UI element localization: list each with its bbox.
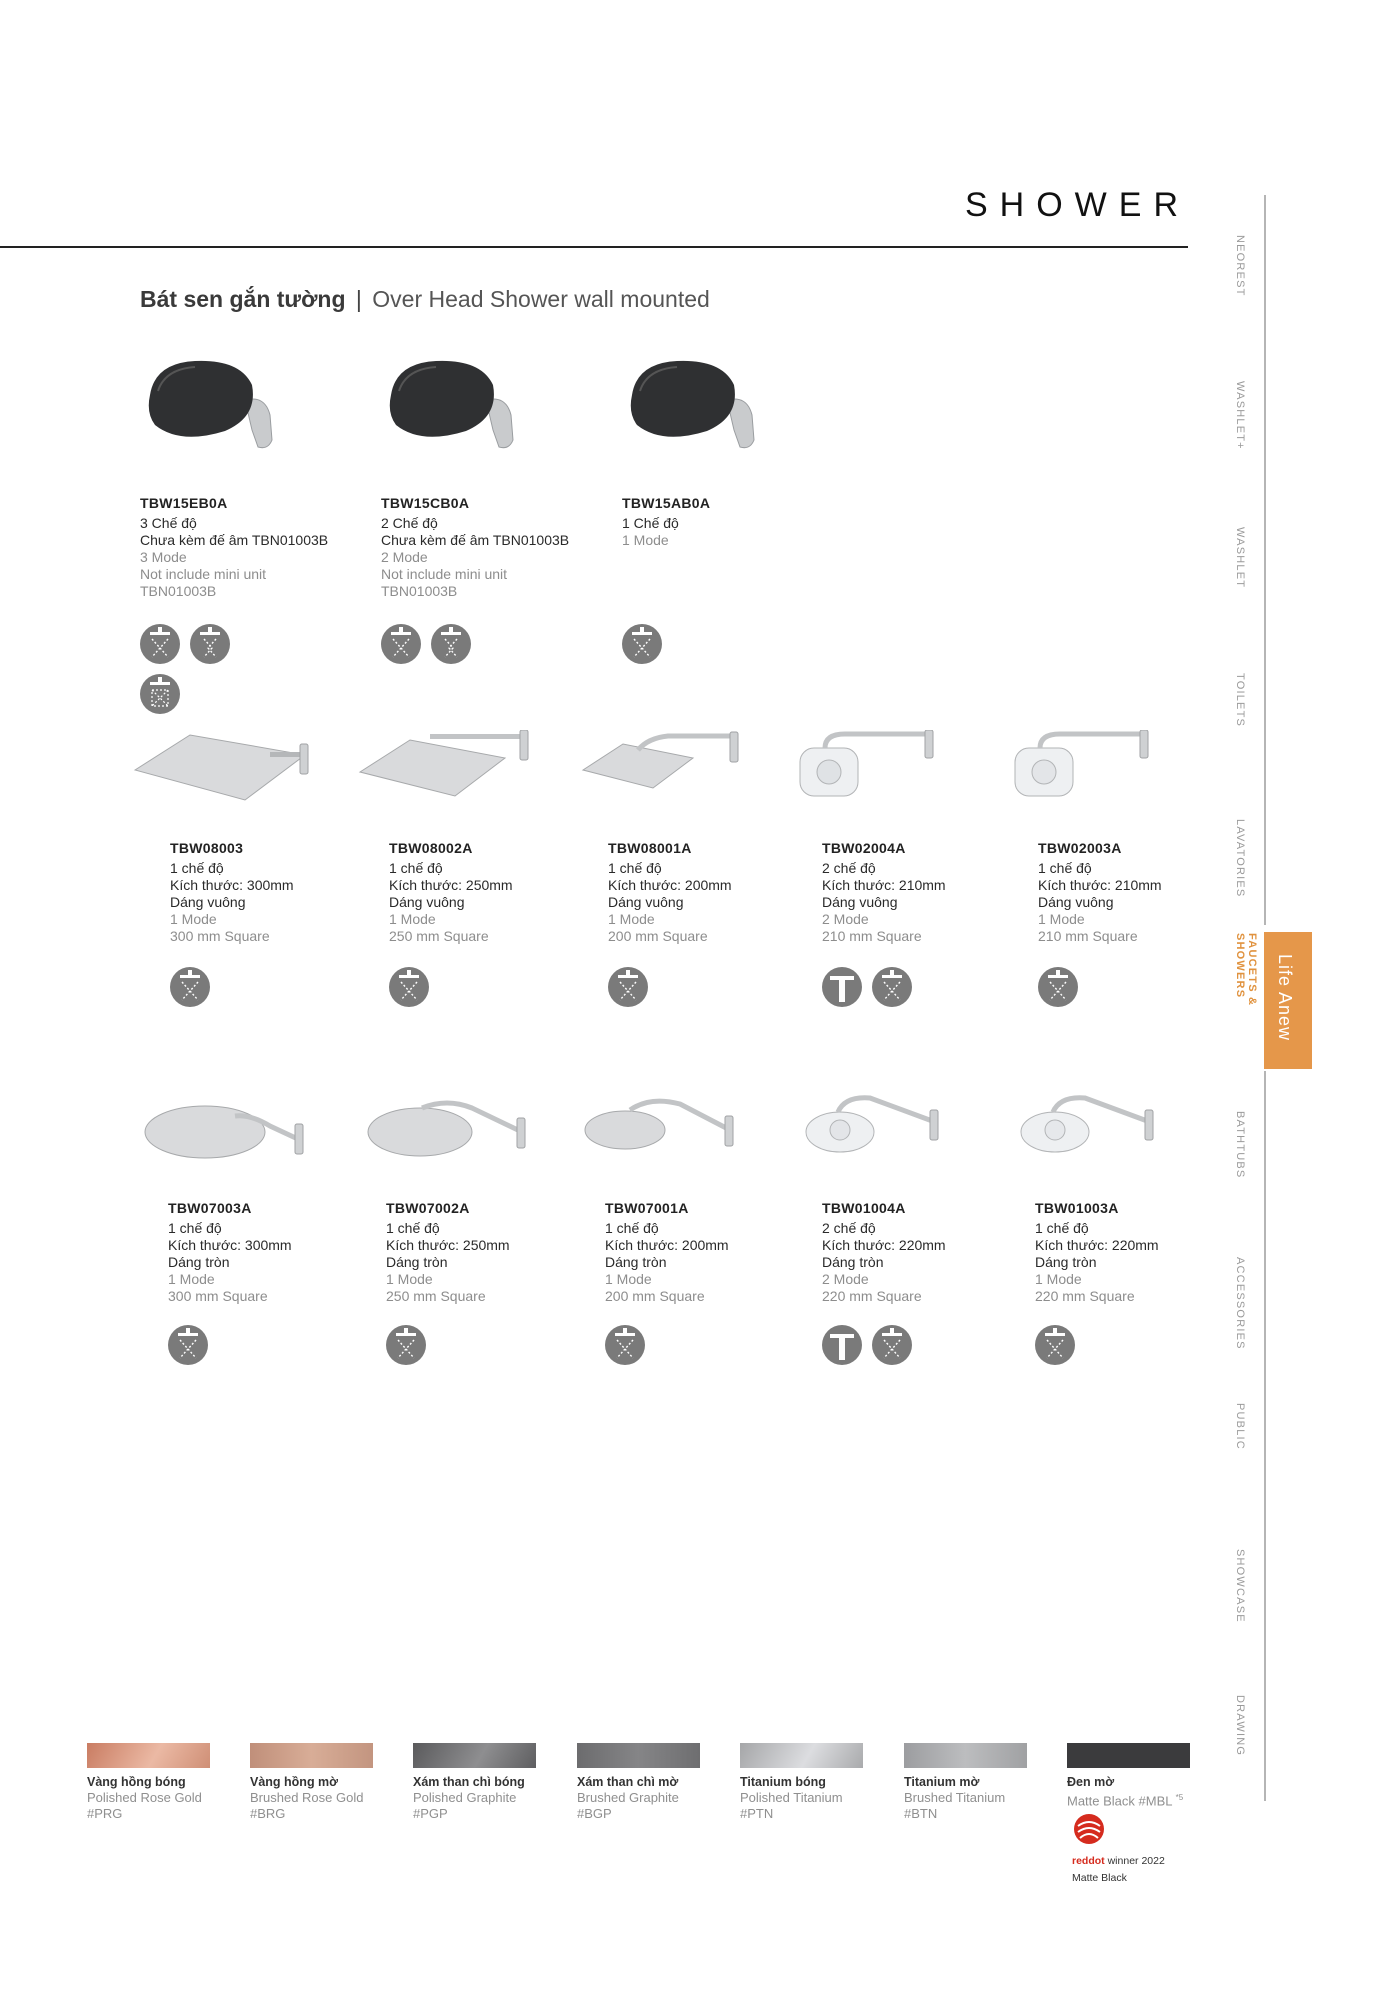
product-spec-vn: Chưa kèm đế âm TBN01003B (381, 532, 570, 548)
life-anew-label: Life Anew (1275, 954, 1295, 1042)
product-spec-vn: 1 chế độ (605, 1220, 659, 1236)
product-image (140, 1090, 355, 1200)
finish-name-vn: Titanium bóng (740, 1775, 826, 1789)
nav-item-label: WASHLET+ (1234, 381, 1246, 450)
finish-swatch (87, 1743, 219, 1822)
product-spec-en: TBN01003B (381, 583, 458, 599)
product-code: TBW01003A (1035, 1200, 1119, 1216)
product-card[interactable] (795, 730, 1010, 1007)
product-spec-en: 250 mm Square (386, 1288, 486, 1304)
nav-item-washlet[interactable] (1224, 487, 1266, 633)
section-title-vn: Bát sen gắn tường (140, 286, 346, 312)
product-spec-en: 2 Mode (381, 549, 428, 565)
reddot-label: reddot winner 2022 (1072, 1855, 1165, 1867)
finish-color-chip (413, 1743, 536, 1768)
product-image (622, 355, 837, 495)
nav-item-accessories[interactable] (1224, 1217, 1266, 1363)
product-spec-vn: 1 chế độ (170, 860, 224, 876)
finish-swatch (413, 1743, 545, 1822)
rain-spray-icon (168, 1325, 208, 1365)
nav-item-label: BATHTUBS (1234, 1111, 1246, 1179)
finish-name-en: Brushed Graphite (577, 1790, 679, 1805)
product-spec-vn: Dáng tròn (1035, 1254, 1097, 1270)
product-code: TBW08001A (608, 840, 692, 856)
reddot-logo-icon (1072, 1812, 1106, 1846)
product-spec-vn: Dáng vuông (1038, 894, 1114, 910)
section-title-en: Over Head Shower wall mounted (372, 286, 710, 312)
product-image (1010, 730, 1225, 840)
product-card[interactable] (578, 730, 793, 1007)
product-spec-vn: Kích thước: 250mm (386, 1237, 510, 1253)
rain-spray-icon (389, 967, 429, 1007)
product-image (580, 1090, 795, 1200)
product-spec-en: TBN01003B (140, 583, 217, 599)
reddot-brand: reddot (1072, 1855, 1105, 1867)
product-spec-en: 210 mm Square (1038, 928, 1138, 944)
product-card[interactable] (1015, 1090, 1230, 1365)
mist-spray-icon (140, 674, 180, 714)
product-card[interactable] (580, 1090, 795, 1365)
product-image (130, 730, 345, 840)
product-card[interactable] (140, 1090, 355, 1365)
product-spec-vn: 1 chế độ (168, 1220, 222, 1236)
nav-item-washlet-plus[interactable] (1224, 341, 1266, 487)
nav-item-public[interactable] (1224, 1363, 1266, 1509)
product-spec-vn: Dáng vuông (608, 894, 684, 910)
nav-item-showcase[interactable] (1224, 1509, 1266, 1655)
finish-name-en: Brushed Rose Gold (250, 1790, 364, 1805)
product-spec-vn: Dáng tròn (386, 1254, 448, 1270)
rain-spray-icon (386, 1325, 426, 1365)
finish-swatch (1067, 1743, 1217, 1809)
product-spec-en: 2 Mode (822, 1271, 869, 1287)
product-spec-en: 1 Mode (608, 911, 655, 927)
product-card[interactable] (800, 1090, 1015, 1365)
product-spec-en: 250 mm Square (389, 928, 489, 944)
product-spec-en: 1 Mode (389, 911, 436, 927)
product-spec-vn: Kích thước: 210mm (822, 877, 946, 893)
product-spec-vn: 1 chế độ (608, 860, 662, 876)
product-card[interactable] (362, 1090, 577, 1365)
product-spec-vn: Dáng tròn (605, 1254, 667, 1270)
product-spec-vn: Dáng vuông (389, 894, 465, 910)
rain-spray-icon (1035, 1325, 1075, 1365)
product-spec-vn: Kích thước: 220mm (822, 1237, 946, 1253)
rain-spray-icon (170, 967, 210, 1007)
product-code: TBW02003A (1038, 840, 1122, 856)
finish-color-chip (740, 1743, 863, 1768)
product-spec-vn: 2 Chế độ (381, 515, 438, 531)
rain-spray-icon (608, 967, 648, 1007)
product-spec-en: 220 mm Square (1035, 1288, 1135, 1304)
product-spec-en: 210 mm Square (822, 928, 922, 944)
product-spec-vn: 1 chế độ (386, 1220, 440, 1236)
product-spec-vn: 1 chế độ (1038, 860, 1092, 876)
finish-name-vn: Titanium mờ (904, 1775, 980, 1789)
nav-item-label: PUBLIC (1234, 1403, 1246, 1450)
nav-item-label: DRAWING (1234, 1695, 1246, 1757)
product-image (578, 730, 793, 840)
product-spec-en: 1 Mode (168, 1271, 215, 1287)
title-divider (0, 246, 1188, 248)
finish-code: #BTN (904, 1806, 938, 1821)
product-spec-vn: 2 chế độ (822, 860, 876, 876)
finish-color-chip (250, 1743, 373, 1768)
finish-code: #BGP (577, 1806, 612, 1821)
finish-name-en: Polished Rose Gold (87, 1790, 202, 1805)
product-card[interactable] (622, 355, 837, 664)
product-spec-en: 1 Mode (605, 1271, 652, 1287)
reddot-sub: Matte Black (1072, 1872, 1127, 1884)
product-spec-vn: 1 chế độ (1035, 1220, 1089, 1236)
massage-spray-icon (431, 624, 471, 664)
finish-footnote: *5 (1175, 1793, 1184, 1802)
product-spec-vn: Dáng tròn (168, 1254, 230, 1270)
product-code: TBW15CB0A (381, 495, 470, 511)
product-spec-vn: Kích thước: 300mm (170, 877, 294, 893)
rain-spray-icon (605, 1325, 645, 1365)
nav-item-toilets[interactable] (1224, 633, 1266, 779)
product-image (800, 1090, 1015, 1200)
life-anew-tab[interactable] (1264, 932, 1312, 1069)
product-spec-en: 300 mm Square (170, 928, 270, 944)
product-spec-en: 300 mm Square (168, 1288, 268, 1304)
product-spec-vn: 3 Chế độ (140, 515, 197, 531)
rain-spray-icon (381, 624, 421, 664)
product-image (795, 730, 1010, 840)
page-title: SHOWER (965, 186, 1190, 224)
product-spec-vn: 1 Chế độ (622, 515, 679, 531)
product-code: TBW15AB0A (622, 495, 711, 511)
nav-item-label: LAVATORIES (1234, 819, 1246, 898)
finish-name-en: Polished Titanium (740, 1790, 843, 1805)
finish-color-chip (87, 1743, 210, 1768)
product-spec-vn: Kích thước: 220mm (1035, 1237, 1159, 1253)
product-spec-en: 200 mm Square (605, 1288, 705, 1304)
rain-spray-icon (622, 624, 662, 664)
product-card[interactable] (130, 730, 345, 1007)
section-title-separator: | (355, 286, 362, 312)
finish-name-vn: Xám than chì bóng (413, 1775, 525, 1789)
product-spec-vn: 1 chế độ (389, 860, 443, 876)
rain-spray-icon (1038, 967, 1078, 1007)
finish-color-chip (1067, 1743, 1190, 1768)
product-spec-vn: Dáng vuông (822, 894, 898, 910)
product-card[interactable] (140, 355, 355, 714)
product-code: TBW08002A (389, 840, 473, 856)
reddot-award (1072, 1812, 1202, 1885)
nav-item-label: WASHLET (1234, 527, 1246, 589)
nav-item-label: FAUCETS & SHOWERS (1234, 933, 1258, 1007)
section-title (140, 286, 710, 313)
product-card[interactable] (381, 355, 596, 664)
finish-code: #PRG (87, 1806, 123, 1821)
product-code: TBW07002A (386, 1200, 470, 1216)
product-code: TBW07001A (605, 1200, 689, 1216)
product-image (355, 730, 570, 840)
product-spec-vn: Dáng vuông (170, 894, 246, 910)
finish-color-chip (577, 1743, 700, 1768)
finish-name-vn: Vàng hồng mờ (250, 1775, 339, 1789)
product-image (362, 1090, 577, 1200)
product-spec-en: 1 Mode (170, 911, 217, 927)
finish-name-en: Brushed Titanium (904, 1790, 1006, 1805)
finish-name-vn: Đen mờ (1067, 1775, 1115, 1789)
nav-item-faucets-showers[interactable] (1224, 925, 1266, 1071)
product-spec-vn: Kích thước: 200mm (608, 877, 732, 893)
product-spec-vn: Kích thước: 200mm (605, 1237, 729, 1253)
product-code: TBW02004A (822, 840, 906, 856)
finish-swatch (250, 1743, 382, 1822)
rain-spray-icon (872, 1325, 912, 1365)
product-spec-en: 1 Mode (622, 532, 669, 548)
nav-item-label: ACCESSORIES (1234, 1257, 1246, 1350)
nav-item-bathtubs[interactable] (1224, 1071, 1266, 1217)
product-spec-en: 1 Mode (1035, 1271, 1082, 1287)
product-spec-en: 200 mm Square (608, 928, 708, 944)
side-nav (1224, 195, 1264, 1805)
product-spec-en: Not include mini unit (381, 566, 508, 582)
nav-item-label: TOILETS (1234, 673, 1246, 728)
product-image (1015, 1090, 1230, 1200)
finish-swatch (904, 1743, 1036, 1822)
product-code: TBW15EB0A (140, 495, 228, 511)
shower-head-icon (822, 967, 862, 1007)
shower-head-icon (822, 1325, 862, 1365)
product-code: TBW08003 (170, 840, 244, 856)
nav-item-drawing[interactable] (1224, 1655, 1266, 1801)
product-spec-en: 1 Mode (386, 1271, 433, 1287)
product-spec-vn: Kích thước: 210mm (1038, 877, 1162, 893)
product-code: TBW01004A (822, 1200, 906, 1216)
nav-item-label: SHOWCASE (1234, 1549, 1246, 1623)
product-spec-en: 1 Mode (1038, 911, 1085, 927)
rain-spray-icon (140, 624, 180, 664)
product-spec-vn: 2 chế độ (822, 1220, 876, 1236)
product-card[interactable] (1010, 730, 1225, 1007)
finish-name-en: Polished Graphite (413, 1790, 517, 1805)
product-image (140, 355, 355, 495)
product-spec-en: 3 Mode (140, 549, 187, 565)
product-image (381, 355, 596, 495)
finish-color-chip (904, 1743, 1027, 1768)
product-spec-vn: Kích thước: 300mm (168, 1237, 292, 1253)
nav-item-neorest[interactable] (1224, 195, 1266, 341)
finish-name-vn: Vàng hồng bóng (87, 1775, 186, 1789)
product-code: TBW07003A (168, 1200, 252, 1216)
nav-item-label: NEOREST (1234, 235, 1246, 297)
finish-code: #PGP (413, 1806, 448, 1821)
finish-name-vn: Xám than chì mờ (577, 1775, 679, 1789)
product-spec-vn: Kích thước: 250mm (389, 877, 513, 893)
product-spec-en: 220 mm Square (822, 1288, 922, 1304)
nav-item-lavatories[interactable] (1224, 779, 1266, 925)
massage-spray-icon (190, 624, 230, 664)
rain-spray-icon (872, 967, 912, 1007)
product-spec-en: 2 Mode (822, 911, 869, 927)
finish-swatch (740, 1743, 872, 1822)
product-spec-vn: Chưa kèm đế âm TBN01003B (140, 532, 329, 548)
finish-swatch (577, 1743, 709, 1822)
product-spec-en: Not include mini unit (140, 566, 267, 582)
finish-code: #BRG (250, 1806, 286, 1821)
product-card[interactable] (355, 730, 570, 1007)
finish-code: #PTN (740, 1806, 774, 1821)
product-spec-vn: Dáng tròn (822, 1254, 884, 1270)
finish-name-en: Matte Black #MBL $^{*5}$ (1067, 1793, 1184, 1809)
